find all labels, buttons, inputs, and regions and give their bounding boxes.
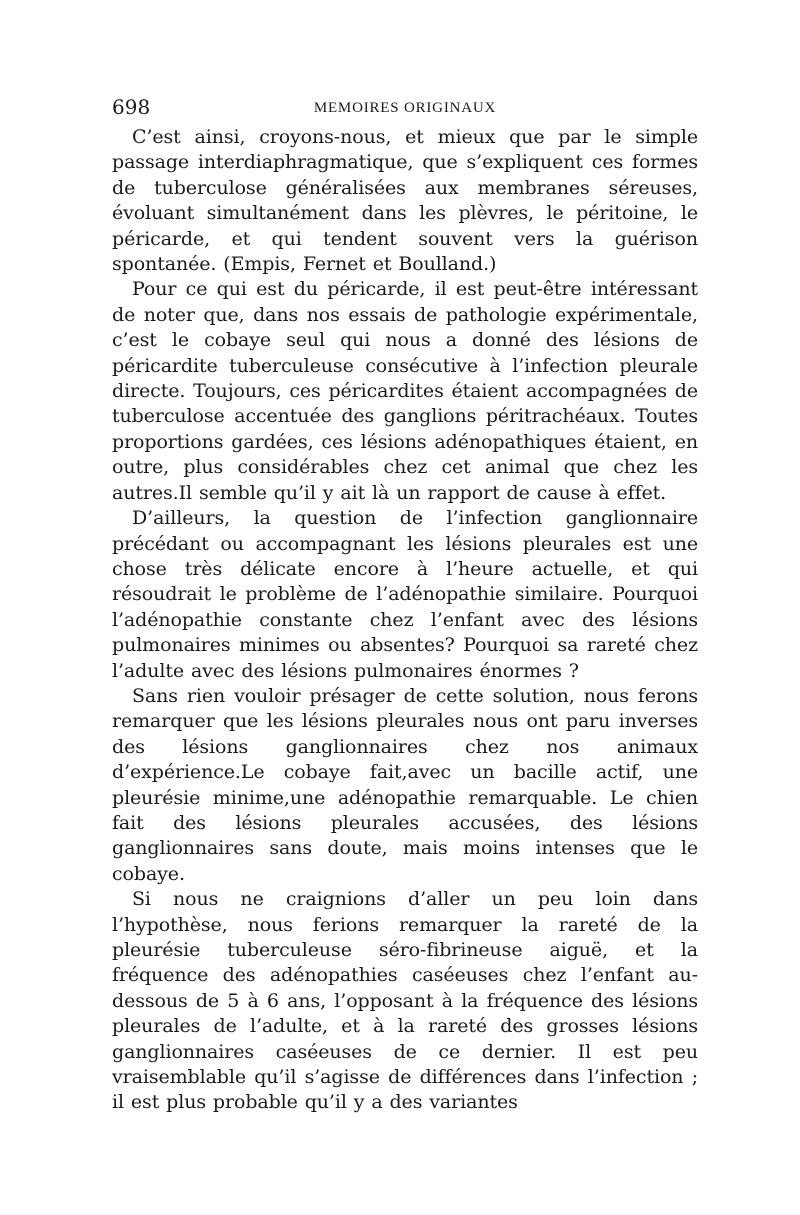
paragraph-2: Pour ce qui est du péricarde, il est peut-être intéressant de noter que, dans nos essais de pathologie expérimentale, c’est le cobaye seul qui nous a donné des lésions de péricardite tuberculeuse consécutive à l’infection pleurale directe. Toujours, ces péricardites étaient accompagnées de tuberculose accentuée des ganglions péritrachéaux. Toutes proportions gardées, ces lésions adénopathiques étaient, en outre, plus considérables chez cet animal que chez les autres.Il semble qu’il y ait là un rapport de cause à effet. [112,278,698,504]
paragraph-1: C’est ainsi, croyons-nous, et mieux que par le simple passage interdiaphragmatique, que s’expliquent ces formes de tuberculose généralisées aux membranes séreuses, évoluant simultanément dans les plèvres, le péritoine, le péricarde, et qui tendent souvent vers la guérison spontanée. (Empis, Fernet et Boulland.) [112,126,698,276]
page-number: 698 [112,95,151,119]
paragraph-3: D’ailleurs, la question de l’infection ganglionnaire précédant ou accompagnant les lésions pleurales est une chose très délicate encore à l’heure actuelle, et qui résoudrait le problème de l’adénopathie similaire. Pourquoi l’adénopathie constante chez l’enfant avec des lésions pulmonaires minimes ou absentes? Pourquoi sa rareté chez l’adulte avec des lésions pulmonaires énormes ? [112,507,698,682]
paragraph-5: Si nous ne craignions d’aller un peu loin dans l’hypothèse, nous ferions remarquer la rareté de la pleurésie tuberculeuse séro-fibrineuse aiguë, et la fréquence des adénopathies caséeuses chez l’enfant au-dessous de 5 à 6 ans, l’opposant à la fréquence des lésions pleurales de l’adulte, et à la rareté des grosses lésions ganglionnaires caséeuses de ce dernier. Il est peu vraisemblable qu’il s’agisse de différences dans l’infection ; il est plus probable qu’il y a des variantes [112,888,698,1114]
paragraph-4: Sans rien vouloir présager de cette solution, nous ferons remarquer que les lésions pleurales nous ont paru inverses des lésions ganglionnaires chez nos animaux d’expérience.Le cobaye fait,avec un bacille actif, une pleurésie minime,une adénopathie remarquable. Le chien fait des lésions pleurales accusées, des lésions ganglionnaires sans doute, mais moins intenses que le cobaye. [112,684,698,885]
body-text [112,125,698,1116]
running-header [112,95,698,119]
section-title: MEMOIRES ORIGINAUX [313,100,497,116]
